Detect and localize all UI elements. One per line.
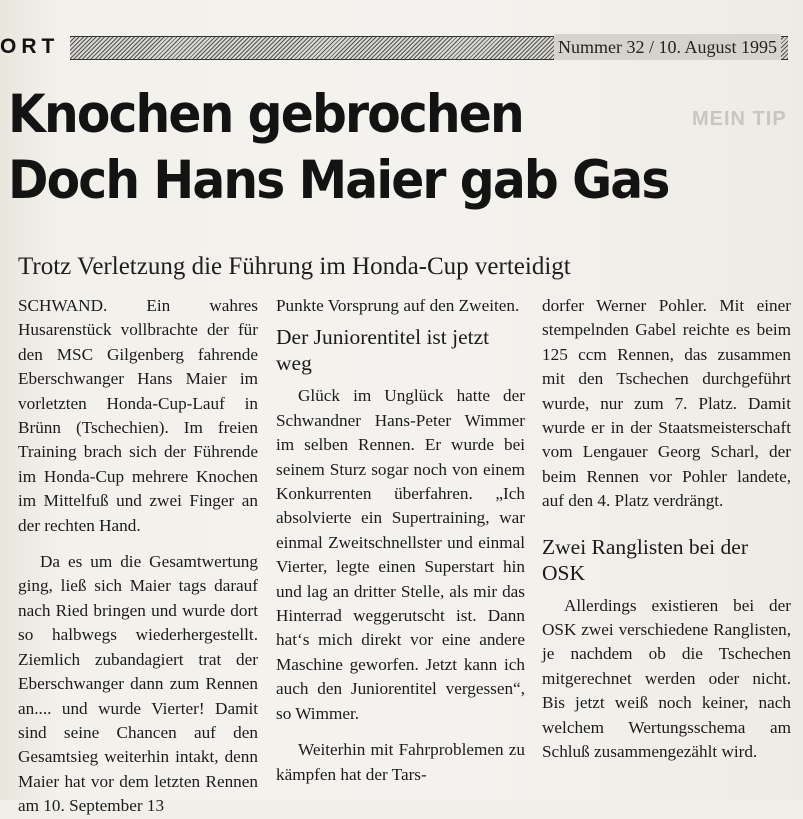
subheading-ranglisten: Zwei Ranglisten bei der OSK bbox=[542, 534, 748, 585]
issue-date: Nummer 32 / 10. August 1995 bbox=[554, 34, 781, 60]
subheading-juniorentitel: Der Juniorentitel ist jetzt weg bbox=[276, 325, 490, 376]
body-paragraph: Allerdings existieren bei der OSK zwei verschiedene Ranglisten, je nachdem ob die Tschechen mitgerechnet werden oder nicht. Bis jetzt weiß noch keiner, nach welchem Wertungsschema am Schluß zusammengezählt wird. bbox=[542, 595, 791, 762]
subheadline: Trotz Verletzung die Führung im Honda-Cup verteidigt bbox=[18, 253, 571, 280]
headline-line-2: Doch Hans Maier gab Gas bbox=[8, 150, 669, 211]
body-paragraph: dorfer Werner Pohler. Mit einer stempelnden Gabel reichte es beim 125 ccm Rennen, das zusammen mit den Tschechen durchgeführt wurde, nur zum 7. Platz. Damit wurde er in der Staatsmeisterschaft vom Lengauer Georg Scharl, der beim Rennen vor Pohler landete, auf den 4. Platz verdrängt. bbox=[542, 296, 791, 511]
body-paragraph: Glück im Unglück hatte der Schwandner Hans-Peter Wimmer im selben Rennen. Er wurde bei seinem Sturz sogar noch von einem Konkurrenten überfahren. „Ich absolvierte ein Supertraining, war einmal Zweitschnellster und einmal Vierter, legte einen Superstart hin und lag an dritter Stelle, als mir das Hinterrad weggerutscht ist. Dann hat‘s mich direkt vor eine andere Maschine geworfen. Jetzt kann ich auch den Juniorentitel vergessen“, so Wimmer. bbox=[276, 386, 525, 723]
section-label: ORT bbox=[0, 35, 60, 58]
article-column-1 bbox=[18, 294, 258, 819]
body-paragraph: SCHWAND. Ein wahres Husarenstück vollbrachte der für den MSC Gilgenberg fahrende Eberschwanger Hans Maier im vorletzten Honda-Cup-Lauf in Brünn (Tschechien). Im freien Training brach sich der Führende im Honda-Cup mehrere Knochen im Mittelfuß und zwei Finger an der rechten Hand. bbox=[18, 296, 258, 535]
article-column-3 bbox=[542, 294, 791, 765]
body-paragraph: Weiterhin mit Fahrproblemen zu kämpfen hat der Tars- bbox=[276, 740, 525, 784]
headline bbox=[8, 82, 669, 214]
bleed-through-text: MEIN TIP bbox=[692, 108, 787, 130]
body-paragraph: Da es um die Gesamtwertung ging, ließ sich Maier tags darauf nach Ried bringen und wurde dort so halbwegs wiederhergestellt. Ziemlich zubandagiert trat der Eberschwanger dann zum Rennen an.... und wurde Vierter! Damit sind seine Chancen auf den Gesamtsieg weiterhin intakt, denn Maier hat vor dem letzten Rennen am 10. September 13 bbox=[18, 552, 258, 816]
body-paragraph: Punkte Vorsprung auf den Zweiten. bbox=[276, 296, 520, 315]
headline-line-1: Knochen gebrochen bbox=[8, 84, 523, 145]
section-band bbox=[0, 34, 803, 60]
article-column-2 bbox=[276, 294, 525, 787]
